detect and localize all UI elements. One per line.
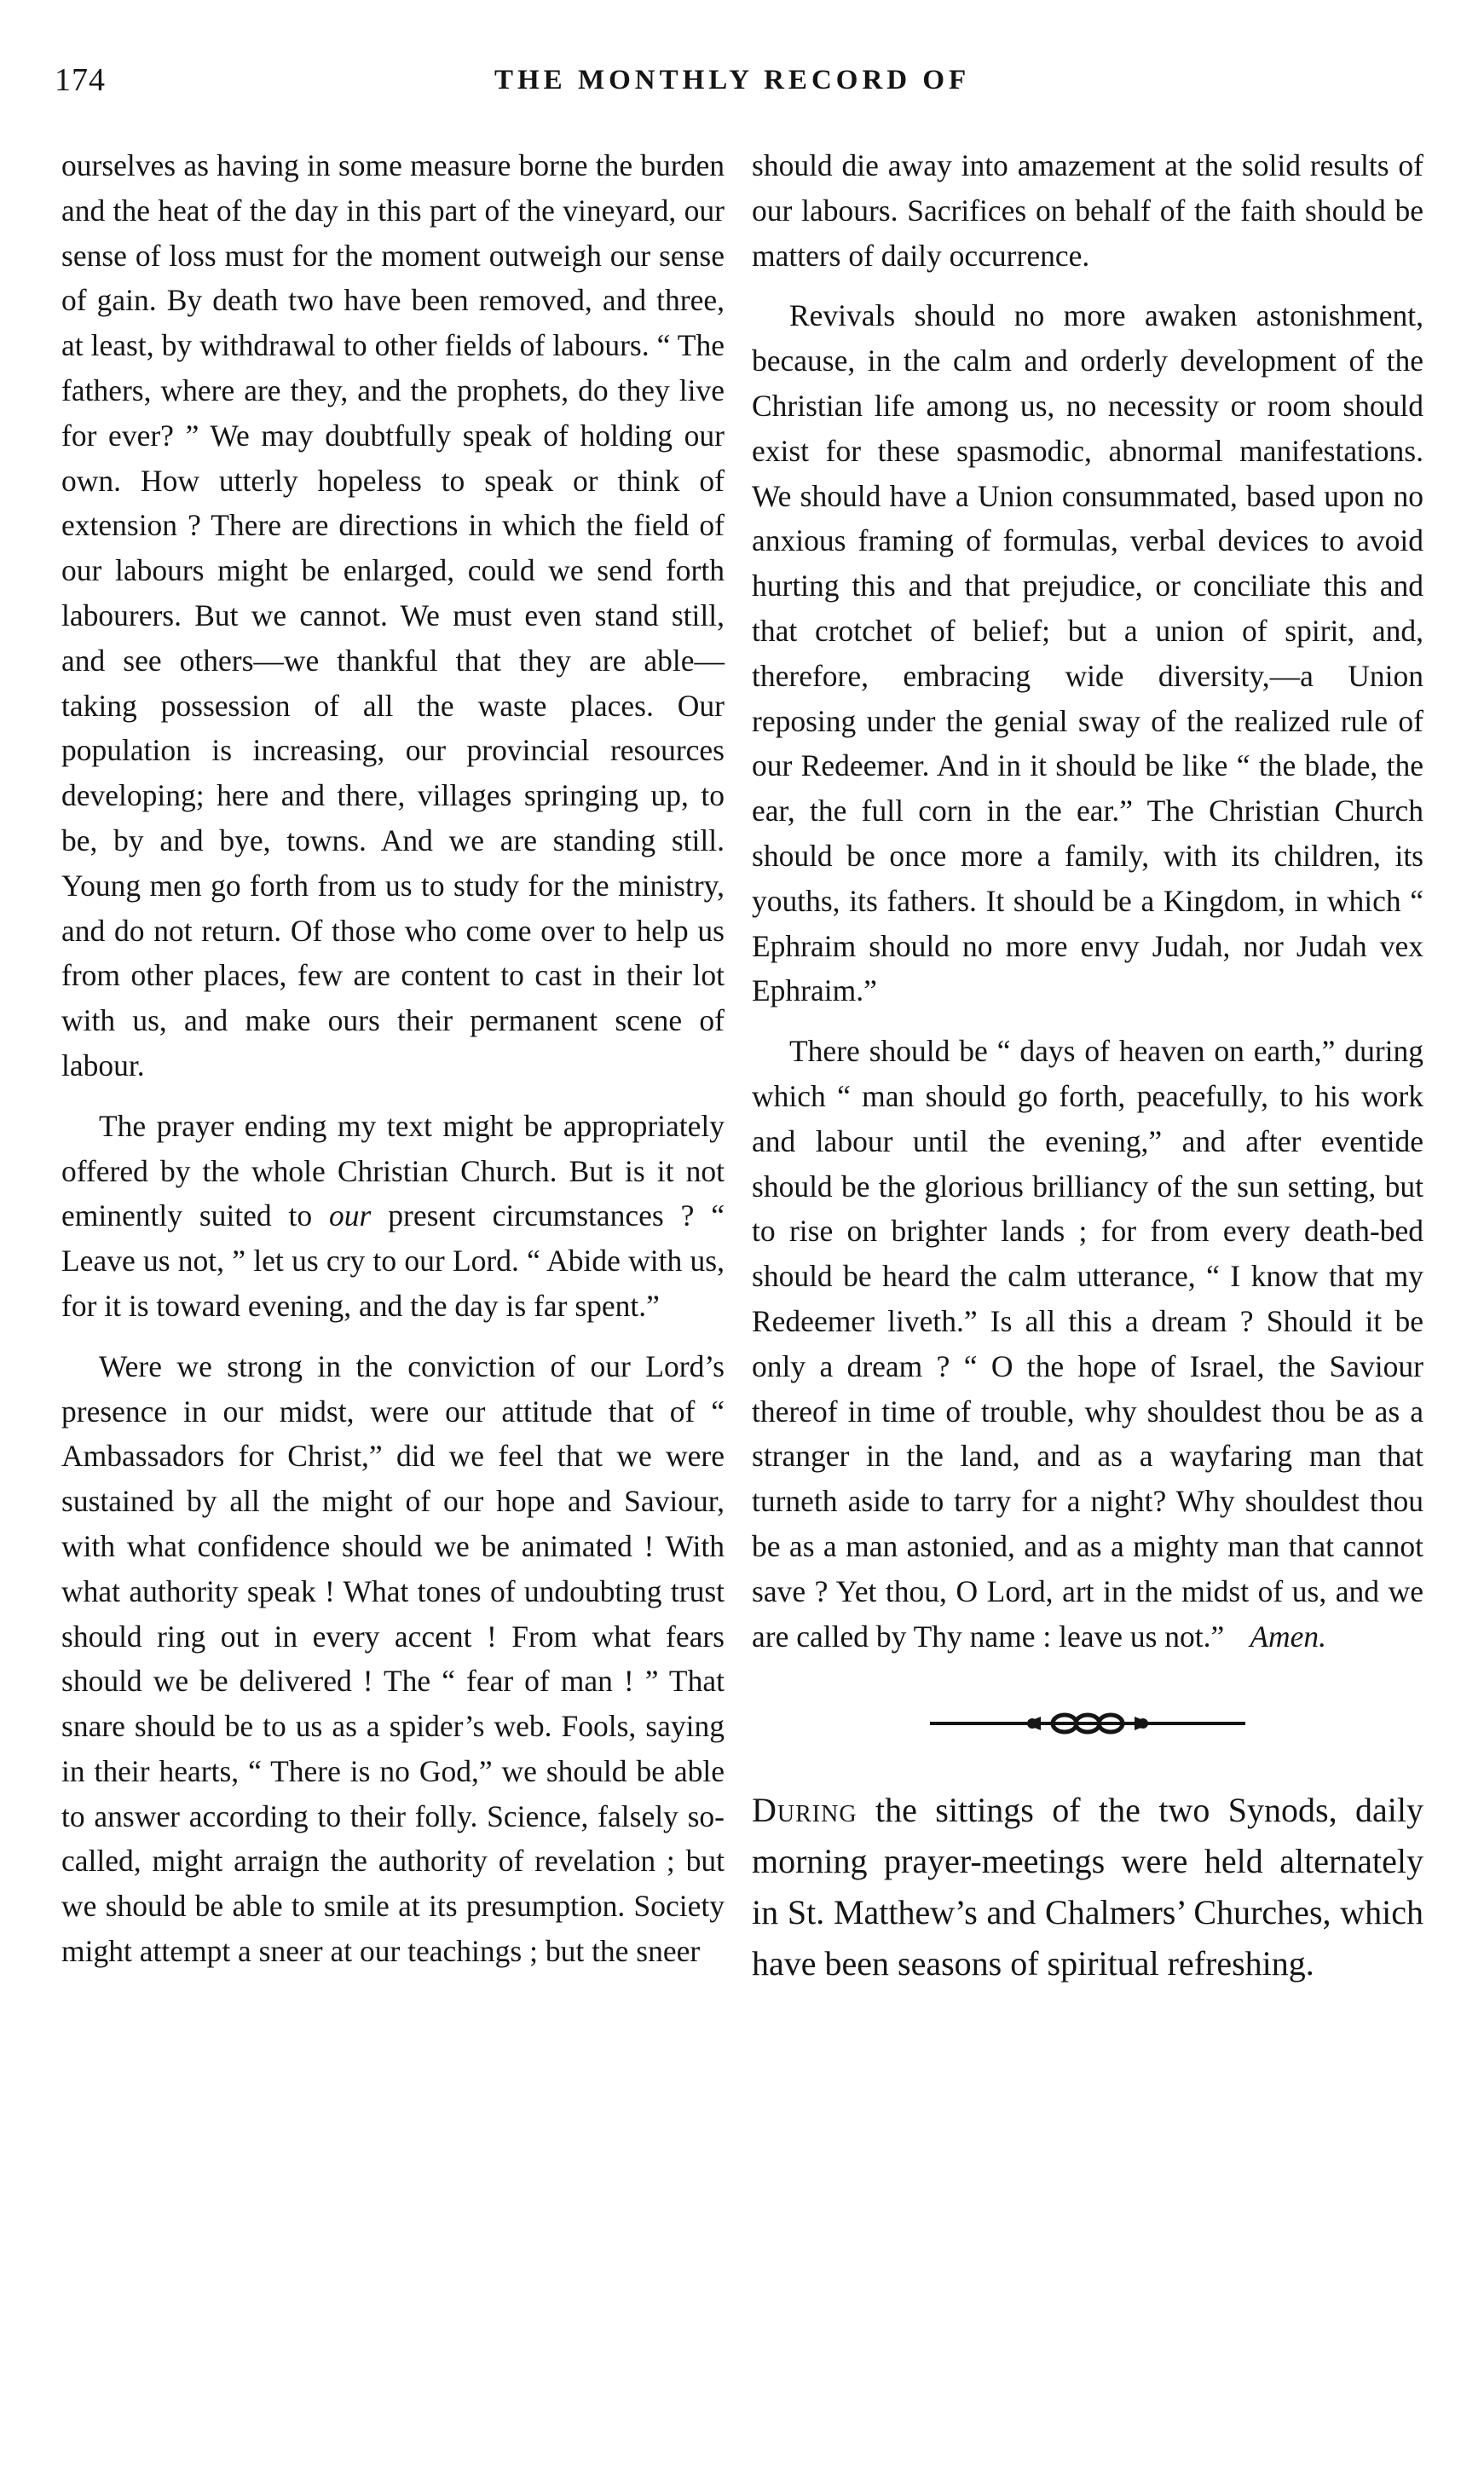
right-column (752, 143, 1423, 2005)
page-number: 174 (55, 62, 106, 98)
ornament-divider (930, 1706, 1245, 1740)
right-paragraph-2: Revivals should no more awaken astonishment, because, in the calm and orderly development of the Christian life among us, no necessity or room should exist for these spasmodic, abnormal manifestations. We should have a Union consummated, based upon no anxious framing of formulas, verbal devices to avoid hurting this and that prejudice, or conciliate this and that crotchet of belief; but a union of spirit, and, therefore, embracing wide diversity,—a Union reposing under the genial sway of the realized rule of our Redeemer. And in it should be like “ the blade, the ear, the full corn in the ear.” The Christian Church should be once more a family, with its children, its youths, its fathers. It should be a Kingdom, in which “ Ephraim should no more envy Judah, nor Judah vex Ephraim.” (752, 298, 1423, 1008)
left-column (61, 143, 725, 1989)
amen-text: Amen. (1250, 1619, 1327, 1654)
left-paragraph-2-text-b: present circumstances ? “ Leave us not, ” let us cry to our Lord. “ Abide with us, for it is toward evening, and the day is far spent.” (61, 1198, 725, 1323)
left-paragraph-2-emphasis: our (329, 1198, 372, 1233)
notice-text: the sittings of the two Synods, daily morning prayer-meetings were held alternately in St. Matthew’s and Chalmers’ Churches, which have been seasons of spiritual refreshing. (752, 1791, 1423, 1983)
left-paragraph-2 (61, 1104, 725, 1329)
right-paragraph-3 (752, 1029, 1423, 1659)
left-paragraph-1: ourselves as having in some measure borne the burden and the heat of the day in this part of the vineyard, our sense of loss must for the moment outweigh our sense of gain. By death two have been removed, and three, at least, by withdrawal to other fields of labours. “ The fathers, where are they, and the prophets, do they live for ever? ” We may doubtfully speak of holding our own. How utterly hopeless to speak or think of extension ? There are directions in which the field of our labours might be enlarged, could we send forth labourers. But we cannot. We must even stand still, and see others—we thankful that they are able—taking possession of all the waste places. Our population is increasing, our provincial resources developing; here and there, villages springing up, to be, by and bye, towns. And we are standing still. Young men go forth from us to study for the ministry, and do not return. Of those who come over to help us from other places, few are content to cast in their lot with us, and make ours their permanent scene of labour. (61, 148, 725, 1082)
left-paragraph-2-text-a: The prayer ending my text might be appropriately offered by the whole Christian Church. But is it not eminently suited to (61, 1108, 725, 1233)
running-title: THE MONTHLY RECORD OF (494, 65, 971, 95)
left-paragraph-3: Were we strong in the conviction of our Lord’s presence in our midst, were our attitude that of “ Ambassadors for Christ,” did we feel that we were sustained by all the might of our hope and Saviour, with what confidence should we be animated ! With what authority speak ! What tones of undoubting trust should ring out in every accent ! From what fears should we be delivered ! The “ fear of man ! ” That snare should be to us as a spider’s web. Fools, saying in their hearts, “ There is no God,” we should be able to answer according to their folly. Science, falsely so-called, might arraign the authority of revelation ; but we should be able to smile at its presumption. Society might attempt a sneer at our teachings ; but the sneer (61, 1348, 725, 1969)
right-paragraph-3-text: There should be “ days of heaven on earth,” during which “ man should go forth, peacefully, to his work and labour until the evening,” and after eventide should be the glorious brilliancy of the sun setting, but to rise on brighter lands ; for from every death-bed should be heard the calm utterance, “ I know that my Redeemer liveth.” Is all this a dream ? Should it be only a dream ? “ O the hope of Israel, the Saviour thereof in time of trouble, why shouldest thou be as a stranger in the land, and as a wayfaring man that turneth aside to tarry for a night? Why shouldest thou be as a man astonied, and as a mighty man that cannot save ? Yet thou, O Lord, art in the midst of us, and we are called by Thy name : leave us not.” (752, 1034, 1423, 1654)
notice-lead-word: During (752, 1791, 857, 1830)
synod-notice (752, 1785, 1423, 1989)
running-head (51, 61, 1433, 113)
right-paragraph-1: should die away into amazement at the solid results of our labours. Sacrifices on behalf of the faith should be matters of daily occurrence. (752, 148, 1423, 273)
